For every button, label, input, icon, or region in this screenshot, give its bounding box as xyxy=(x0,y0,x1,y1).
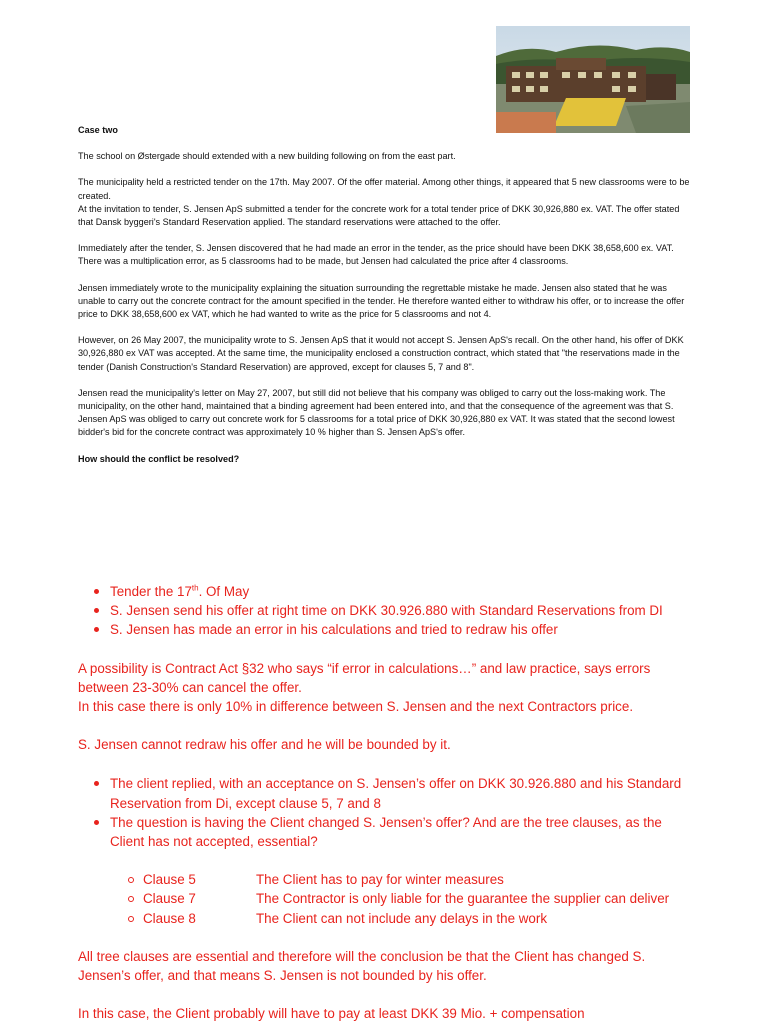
clause-item xyxy=(78,909,690,928)
clause-text: The Contractor is only liable for the guarantee the supplier can deliver xyxy=(256,891,670,907)
clause-name: Clause 5 xyxy=(143,872,196,888)
answer-paragraph: A possibility is Contract Act §32 who says “if error in calculations…” and law practice, says errors between 23-30% can cancel the offer. xyxy=(78,660,651,695)
answer-text xyxy=(78,582,690,1023)
facts-list xyxy=(78,582,690,640)
clause-name: Clause 8 xyxy=(143,910,196,926)
case-paragraph: The school on Østergade should extended with a new building following on from the east part. xyxy=(78,151,456,162)
case-text xyxy=(78,124,690,466)
answer-paragraph: All tree clauses are essential and therefore will the conclusion be that the Client has changed S. Jensen’s offer, and that means S. Jensen is not bounded by his offer. xyxy=(78,948,646,984)
analysis-list xyxy=(78,774,690,851)
list-item: S. Jensen send his offer at right time on DKK 30.926.880 with Standard Reservations from DI xyxy=(78,601,690,620)
case-paragraph: Jensen read the municipality's letter on May 27, 2007, but still did not believe that his company was obliged to carry out the loss-making work. The municipality, on the other hand, maintained that a binding agreement had been entered into, and that the consequence of the agreement was that S. Jensen ApS was obliged to carry out concrete work for 5 classrooms for a total price of DKK 30,926,880 ex VAT. It was stated that the second lowest bidder's bid for the concrete contract was approximately 10 % higher than S. Jensen ApS's offer. xyxy=(78,387,675,438)
clause-name: Clause 7 xyxy=(143,891,196,907)
case-paragraph: Jensen immediately wrote to the municipality explaining the situation surrounding the regrettable mistake he made. Jensen also stated that he was unable to carry out the concrete contract for the amount specified in the tender. He therefore wanted either to withdraw his offer, or to increase the offer price to DKK 38,658,600 ex VAT, which he had wanted to write as the price for 5 classrooms and not 4. xyxy=(78,282,685,320)
answer-paragraph: In this case, the Client probably will have to pay at least DKK 39 Mio. + compensation xyxy=(78,1006,585,1022)
case-paragraph: The municipality held a restricted tender on the 17th. May 2007. Of the offer material. Among other things, it appeared that 5 new classrooms were to be created. xyxy=(78,177,690,201)
clauses-list xyxy=(78,870,690,928)
case-question: How should the conflict be resolved? xyxy=(78,453,240,464)
list-item: S. Jensen has made an error in his calculations and tried to redraw his offer xyxy=(78,620,690,639)
list-item: The question is having the Client changed S. Jensen’s offer? And are the tree clauses, as the Client has not accepted, essential? xyxy=(78,813,690,851)
list-item: Tender the 17th. Of May xyxy=(78,582,690,601)
case-paragraph: Immediately after the tender, S. Jensen discovered that he had made an error in the tender, as the price should have been DKK 38,658,600 ex. VAT. There was a multiplication error, as 5 classrooms had to be made, but Jensen had calculated the price after 4 classrooms. xyxy=(78,243,674,267)
list-item: The client replied, with an acceptance on S. Jensen’s offer on DKK 30.926.880 and his Standard Reservation from Di, except clause 5, 7 and 8 xyxy=(78,774,690,812)
case-paragraph: At the invitation to tender, S. Jensen ApS submitted a tender for the concrete work for a total tender price of DKK 30,926,880 ex. VAT. The offer stated that Dansk byggeri's Standard Reservation applied. The standard reservations were attached to the offer. xyxy=(78,203,680,228)
clause-text: The Client has to pay for winter measures xyxy=(256,872,504,888)
clause-text: The Client can not include any delays in the work xyxy=(256,910,548,926)
case-heading: Case two xyxy=(78,125,118,135)
school-building-photo xyxy=(496,26,690,133)
answer-paragraph: S. Jensen cannot redraw his offer and he will be bounded by it. xyxy=(78,737,451,753)
clause-item xyxy=(78,870,690,889)
case-paragraph: However, on 26 May 2007, the municipality wrote to S. Jensen ApS that it would not accept S. Jensen ApS's recall. On the other hand, his offer of DKK 30,926,880 ex VAT was accepted. At the same time, the municipality enclosed a construction contract, which stated that "the reservations made in the tender (Danish Construction's Standard Reservation) are approved, except for clauses 5, 7 and 8". xyxy=(78,335,684,372)
answer-paragraph: In this case there is only 10% in difference between S. Jensen and the next Contractors price. xyxy=(78,699,634,715)
clause-item xyxy=(78,889,690,908)
